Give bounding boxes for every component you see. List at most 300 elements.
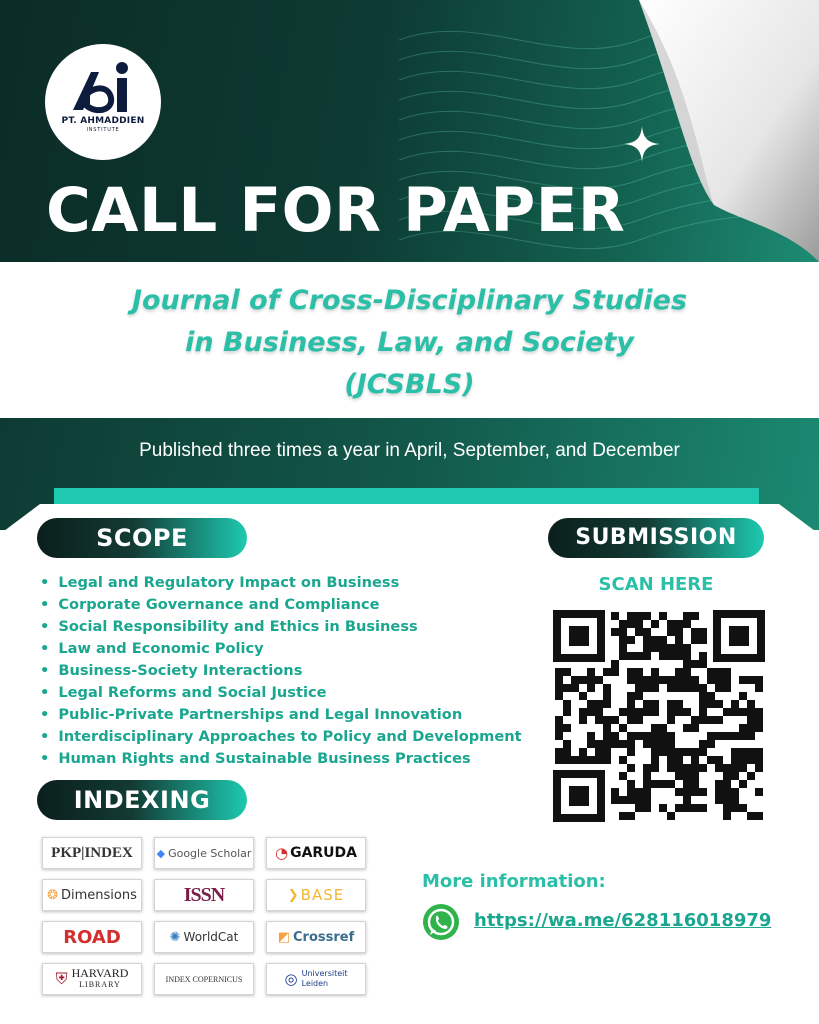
qr-module (731, 708, 739, 716)
qr-module (723, 796, 731, 804)
index-logo-dimensions: ❂ Dimensions (42, 879, 142, 911)
qr-module (731, 804, 739, 812)
qr-module (675, 748, 683, 756)
qr-module (595, 748, 603, 756)
scope-item: • Public-Private Partnerships and Legal Innovation (40, 704, 522, 726)
qr-module (659, 644, 667, 652)
qr-module (747, 748, 755, 756)
qr-module (675, 772, 683, 780)
qr-module (643, 628, 651, 636)
qr-module (715, 700, 723, 708)
garuda-icon: ◔ (274, 844, 289, 862)
qr-module (635, 692, 643, 700)
qr-module (683, 788, 691, 796)
qr-module (715, 796, 723, 804)
qr-module (659, 612, 667, 620)
qr-module (619, 724, 627, 732)
qr-module (675, 756, 683, 764)
qr-module (691, 684, 699, 692)
qr-module (627, 620, 635, 628)
journal-title (0, 280, 819, 406)
qr-module (707, 716, 715, 724)
qr-module (723, 708, 731, 716)
index-logo-base: ❯ BASE (266, 879, 366, 911)
qr-module (611, 716, 619, 724)
qr-module (747, 812, 755, 820)
qr-module (683, 748, 691, 756)
crossref-icon: ◩ (277, 929, 291, 945)
qr-module (667, 644, 675, 652)
index-logo-google-scholar: ◆ Google Scholar (154, 837, 254, 869)
qr-module (739, 756, 747, 764)
qr-module (627, 764, 635, 772)
qr-module (675, 684, 683, 692)
qr-module (699, 628, 707, 636)
qr-module (587, 740, 595, 748)
index-logo-worldcat: ✺ WorldCat (154, 921, 254, 953)
qr-module (755, 756, 763, 764)
qr-module (707, 756, 715, 764)
qr-module (755, 812, 763, 820)
base-icon: ❯ (287, 887, 299, 903)
qr-module (643, 676, 651, 684)
qr-module (611, 668, 619, 676)
qr-module (691, 788, 699, 796)
qr-module (619, 644, 627, 652)
sparkle-icon (624, 126, 660, 162)
qr-module (571, 676, 579, 684)
qr-module (635, 788, 643, 796)
qr-module (699, 764, 707, 772)
qr-module (731, 700, 739, 708)
qr-module (699, 804, 707, 812)
qr-module (651, 668, 659, 676)
qr-module (659, 636, 667, 644)
qr-module (587, 756, 595, 764)
qr-module (587, 708, 595, 716)
qr-module (739, 732, 747, 740)
qr-module (603, 756, 611, 764)
qr-module (691, 756, 699, 764)
qr-module (651, 740, 659, 748)
qr-module (619, 756, 627, 764)
qr-module (667, 700, 675, 708)
scholar-cap-icon: ◆ (156, 846, 166, 860)
qr-module (675, 668, 683, 676)
qr-module (643, 700, 651, 708)
qr-module (659, 780, 667, 788)
qr-module (555, 716, 563, 724)
qr-module (627, 740, 635, 748)
qr-module (723, 788, 731, 796)
qr-module (579, 708, 587, 716)
qr-module (691, 716, 699, 724)
qr-module (627, 796, 635, 804)
qr-module (619, 772, 627, 780)
qr-module (691, 748, 699, 756)
qr-module (579, 748, 587, 756)
qr-module (603, 692, 611, 700)
qr-module (739, 780, 747, 788)
qr-module (635, 796, 643, 804)
qr-module (715, 764, 723, 772)
index-logo-pkp: PKP|INDEX (42, 837, 142, 869)
qr-module (635, 652, 643, 660)
qr-module (635, 628, 643, 636)
index-logo-garuda: ◔ GARUDA (266, 837, 366, 869)
qr-module (755, 724, 763, 732)
qr-module (619, 636, 627, 644)
qr-module (635, 620, 643, 628)
scope-item: • Social Responsibility and Ethics in Business (40, 616, 522, 638)
qr-module (691, 804, 699, 812)
qr-module (675, 628, 683, 636)
scope-item: • Legal Reforms and Social Justice (40, 682, 522, 704)
qr-module (723, 772, 731, 780)
qr-module (619, 620, 627, 628)
qr-module (715, 684, 723, 692)
qr-module (723, 732, 731, 740)
qr-module (691, 612, 699, 620)
qr-module (659, 724, 667, 732)
journal-title-line-1: Journal of Cross-Disciplinary Studies (131, 285, 688, 316)
qr-module (667, 812, 675, 820)
scope-item: • Corporate Governance and Compliance (40, 594, 522, 616)
index-logo-copernicus: INDEX COPERNICUS (154, 963, 254, 995)
qr-module (691, 764, 699, 772)
qr-module (755, 788, 763, 796)
qr-module (555, 732, 563, 740)
qr-module (667, 756, 675, 764)
qr-module (699, 740, 707, 748)
qr-module (699, 692, 707, 700)
qr-module (643, 644, 651, 652)
qr-module (683, 660, 691, 668)
qr-module (739, 692, 747, 700)
qr-module (619, 812, 627, 820)
qr-module (715, 732, 723, 740)
qr-module (643, 772, 651, 780)
index-logo-harvard: ⛨ HARVARD LIBRARY (42, 963, 142, 995)
qr-module (611, 788, 619, 796)
qr-module (603, 716, 611, 724)
qr-module (683, 620, 691, 628)
qr-module (563, 708, 571, 716)
qr-module (579, 692, 587, 700)
qr-module (699, 708, 707, 716)
qr-module (667, 740, 675, 748)
qr-module (627, 748, 635, 756)
qr-module (731, 756, 739, 764)
page-title: CALL FOR PAPER (46, 175, 626, 246)
qr-module (651, 676, 659, 684)
qr-module (563, 748, 571, 756)
qr-module (691, 724, 699, 732)
qr-module (739, 804, 747, 812)
qr-module (731, 796, 739, 804)
qr-module (699, 700, 707, 708)
qr-module (747, 732, 755, 740)
qr-module (715, 756, 723, 764)
qr-module (667, 620, 675, 628)
qr-module (563, 700, 571, 708)
qr-module (715, 676, 723, 684)
scope-list (40, 572, 522, 770)
qr-module (643, 636, 651, 644)
qr-module (723, 812, 731, 820)
qr-module (755, 764, 763, 772)
qr-module (587, 700, 595, 708)
qr-module (683, 668, 691, 676)
qr-module (691, 772, 699, 780)
qr-module (739, 748, 747, 756)
qr-module (651, 700, 659, 708)
qr-module (627, 652, 635, 660)
qr-module (651, 644, 659, 652)
qr-module (579, 676, 587, 684)
qr-module (555, 668, 563, 676)
qr-module (651, 620, 659, 628)
qr-module (651, 756, 659, 764)
qr-module (747, 724, 755, 732)
scope-item: • Business-Society Interactions (40, 660, 522, 682)
qr-module (739, 764, 747, 772)
publication-frequency: Published three times a year in April, September, and December (139, 440, 680, 461)
qr-module (683, 724, 691, 732)
qr-module (675, 652, 683, 660)
qr-module (643, 788, 651, 796)
qr-module (651, 724, 659, 732)
qr-module (635, 676, 643, 684)
qr-module (699, 748, 707, 756)
qr-module (651, 764, 659, 772)
qr-module (603, 748, 611, 756)
qr-module (603, 740, 611, 748)
qr-module (635, 684, 643, 692)
qr-module (675, 764, 683, 772)
worldcat-icon: ✺ (169, 929, 181, 945)
qr-module (723, 668, 731, 676)
leiden-seal-icon: ◎ (284, 970, 298, 988)
qr-module (627, 668, 635, 676)
qr-module (723, 804, 731, 812)
qr-module (707, 732, 715, 740)
qr-module (691, 636, 699, 644)
journal-abbreviation: (JCSBLS) (344, 369, 475, 400)
whatsapp-link[interactable]: https://wa.me/628116018979 (474, 910, 772, 931)
qr-module (747, 708, 755, 716)
qr-module (651, 732, 659, 740)
qr-module (707, 668, 715, 676)
qr-module (651, 684, 659, 692)
qr-module (643, 684, 651, 692)
qr-module (747, 716, 755, 724)
qr-module (611, 628, 619, 636)
qr-module (739, 724, 747, 732)
qr-module (755, 716, 763, 724)
qr-module (739, 708, 747, 716)
qr-module (555, 756, 563, 764)
qr-module (627, 700, 635, 708)
qr-module (747, 700, 755, 708)
qr-module (723, 780, 731, 788)
qr-module (691, 676, 699, 684)
qr-module (715, 780, 723, 788)
qr-module (587, 684, 595, 692)
qr-module (715, 788, 723, 796)
qr-module (667, 780, 675, 788)
qr-module (731, 748, 739, 756)
scope-item: • Human Rights and Sustainable Business Practices (40, 748, 522, 770)
qr-module (675, 708, 683, 716)
qr-module (587, 732, 595, 740)
qr-module (699, 716, 707, 724)
qr-module (603, 684, 611, 692)
qr-module (723, 676, 731, 684)
qr-module (683, 764, 691, 772)
qr-module (627, 708, 635, 716)
qr-module (587, 676, 595, 684)
whatsapp-icon[interactable] (421, 902, 461, 942)
qr-module (595, 708, 603, 716)
index-logo-road: ROAD (42, 921, 142, 953)
qr-module (611, 732, 619, 740)
qr-module (675, 620, 683, 628)
qr-module (683, 676, 691, 684)
institute-subtitle: INSTITUTE (86, 127, 120, 133)
qr-module (739, 676, 747, 684)
qr-module (731, 772, 739, 780)
scope-item: • Law and Economic Policy (40, 638, 522, 660)
index-logo-crossref: ◩ Crossref (266, 921, 366, 953)
index-logo-leiden: ◎ Universiteit Leiden (266, 963, 366, 995)
qr-module (731, 788, 739, 796)
qr-module (659, 732, 667, 740)
qr-module (555, 684, 563, 692)
qr-module (683, 644, 691, 652)
qr-module (635, 716, 643, 724)
qr-module (723, 764, 731, 772)
index-logo-issn: ISSN (154, 879, 254, 911)
qr-module (563, 740, 571, 748)
harvard-shield-icon: ⛨ (55, 969, 68, 988)
qr-module (643, 708, 651, 716)
qr-module (611, 796, 619, 804)
qr-module (619, 652, 627, 660)
qr-module (595, 716, 603, 724)
qr-module (627, 692, 635, 700)
qr-module (651, 636, 659, 644)
qr-module (563, 756, 571, 764)
qr-module (675, 676, 683, 684)
qr-module (707, 700, 715, 708)
qr-module (755, 684, 763, 692)
qr-module (683, 652, 691, 660)
qr-module (643, 796, 651, 804)
scan-here-label: SCAN HERE (598, 574, 714, 595)
qr-module (603, 668, 611, 676)
qr-module (691, 628, 699, 636)
qr-module (579, 756, 587, 764)
qr-module (555, 692, 563, 700)
qr-module (555, 748, 563, 756)
qr-module (555, 676, 563, 684)
qr-module (603, 700, 611, 708)
qr-module (611, 660, 619, 668)
qr-module (747, 772, 755, 780)
qr-module (651, 708, 659, 716)
scope-heading: SCOPE (37, 518, 247, 558)
qr-module (635, 804, 643, 812)
scope-item: • Legal and Regulatory Impact on Business (40, 572, 522, 594)
qr-module (675, 644, 683, 652)
qr-module (595, 756, 603, 764)
qr-module (635, 708, 643, 716)
qr-module (643, 780, 651, 788)
qr-module (675, 636, 683, 644)
qr-module (627, 716, 635, 724)
qr-module (715, 668, 723, 676)
qr-module (635, 668, 643, 676)
qr-module (683, 772, 691, 780)
qr-module (595, 676, 603, 684)
qr-module (563, 684, 571, 692)
qr-module (675, 804, 683, 812)
qr-module (627, 612, 635, 620)
ai-logo-icon (65, 60, 141, 114)
qr-module (747, 756, 755, 764)
qr-module (731, 764, 739, 772)
qr-module (603, 724, 611, 732)
qr-module (683, 796, 691, 804)
institute-logo (45, 44, 161, 160)
qr-module (707, 676, 715, 684)
qr-module (683, 804, 691, 812)
qr-module (603, 732, 611, 740)
qr-module (683, 780, 691, 788)
qr-module (563, 724, 571, 732)
qr-module (731, 732, 739, 740)
indexing-heading: INDEXING (37, 780, 247, 820)
qr-module (643, 732, 651, 740)
qr-module (667, 708, 675, 716)
qr-module (619, 708, 627, 716)
qr-module (683, 612, 691, 620)
qr-module (699, 660, 707, 668)
qr-module (635, 612, 643, 620)
qr-module (755, 708, 763, 716)
qr-module (619, 740, 627, 748)
qr-module (627, 732, 635, 740)
qr-module (659, 804, 667, 812)
qr-module (747, 676, 755, 684)
qr-module (619, 628, 627, 636)
qr-module (643, 764, 651, 772)
qr-module (587, 668, 595, 676)
qr-module (667, 628, 675, 636)
qr-module (659, 676, 667, 684)
submission-heading: SUBMISSION (548, 518, 764, 558)
qr-code-icon[interactable] (553, 610, 765, 822)
header-banner (0, 0, 819, 262)
qr-module (579, 716, 587, 724)
qr-module (619, 796, 627, 804)
qr-module (699, 788, 707, 796)
qr-module (707, 740, 715, 748)
qr-module (643, 652, 651, 660)
qr-module (675, 700, 683, 708)
qr-module (699, 636, 707, 644)
